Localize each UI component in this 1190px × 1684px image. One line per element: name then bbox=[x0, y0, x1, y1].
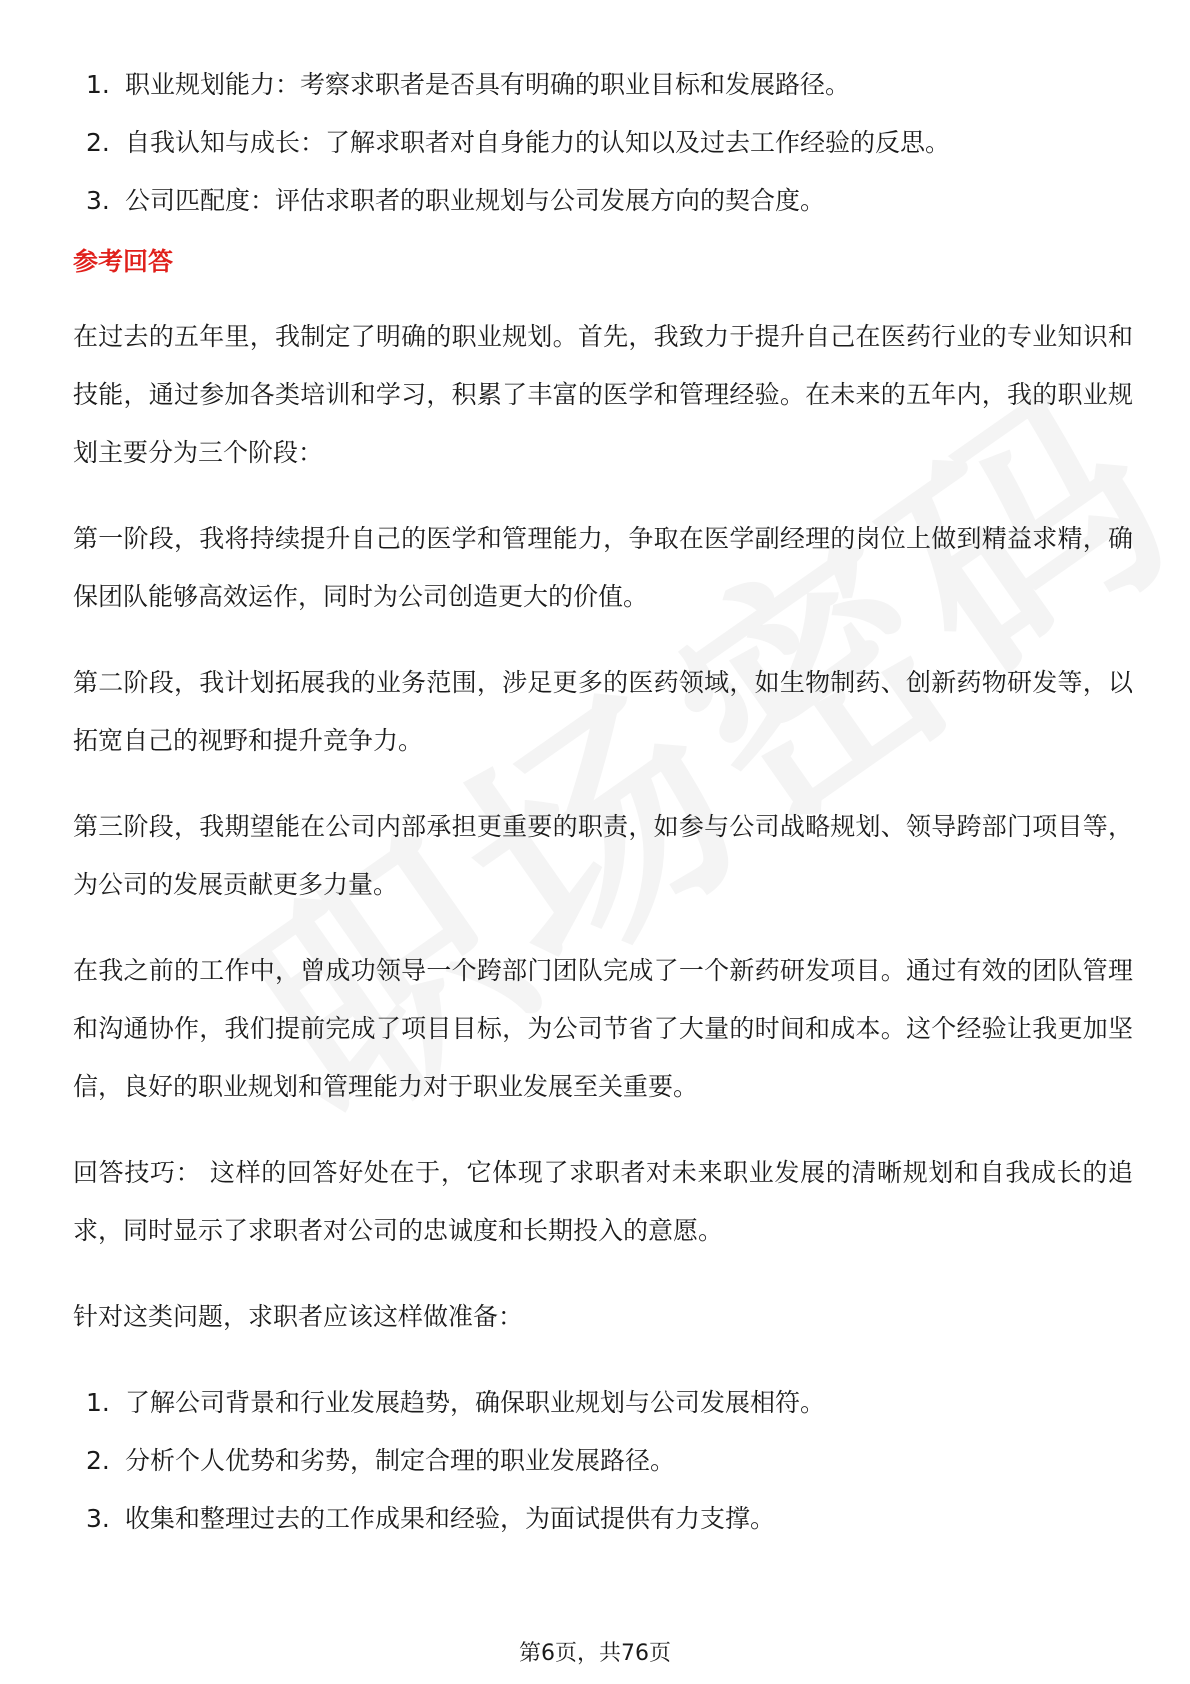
list-item-number: 1. bbox=[86, 1388, 110, 1417]
list-item bbox=[73, 56, 1133, 114]
list-item-text: 分析个人优势和劣势，制定合理的职业发展路径。 bbox=[125, 1446, 676, 1475]
top-list bbox=[73, 56, 1133, 230]
list-item bbox=[73, 1374, 1133, 1432]
page-number: 第6页，共76页 bbox=[519, 1641, 671, 1666]
document-body bbox=[73, 56, 1133, 1548]
preparation-intro: 针对这类问题，求职者应该这样做准备： bbox=[73, 1302, 524, 1331]
list-item bbox=[73, 1432, 1133, 1490]
list-item-text: 公司匹配度：评估求职者的职业规划与公司发展方向的契合度。 bbox=[125, 186, 826, 215]
list-item bbox=[73, 172, 1133, 230]
paragraph: 第二阶段，我计划拓展我的业务范围，涉足更多的医药领域，如生物制药、创新药物研发等，以拓宽自己的视野和提升竞争力。 bbox=[73, 668, 1133, 755]
list-item-number: 3. bbox=[86, 1504, 110, 1533]
paragraph: 在我之前的工作中，曾成功领导一个跨部门团队完成了一个新药研发项目。通过有效的团队管理和沟通协作，我们提前完成了项目目标，为公司节省了大量的时间和成本。这个经验让我更加坚信，良好的职业规划和管理能力对于职业发展至关重要。 bbox=[73, 956, 1133, 1101]
list-item-text: 了解公司背景和行业发展趋势，确保职业规划与公司发展相符。 bbox=[125, 1388, 826, 1417]
section-heading: 参考回答 bbox=[73, 247, 174, 276]
list-item-number: 3. bbox=[86, 186, 110, 215]
list-item-text: 职业规划能力：考察求职者是否具有明确的职业目标和发展路径。 bbox=[125, 70, 851, 99]
list-item-text: 自我认知与成长：了解求职者对自身能力的认知以及过去工作经验的反思。 bbox=[125, 128, 951, 157]
paragraph: 第三阶段，我期望能在公司内部承担更重要的职责，如参与公司战略规划、领导跨部门项目等，为公司的发展贡献更多力量。 bbox=[73, 812, 1133, 899]
list-item-number: 2. bbox=[86, 1446, 110, 1475]
list-item-number: 2. bbox=[86, 128, 110, 157]
answer-tips-paragraph: 回答技巧： 这样的回答好处在于，它体现了求职者对未来职业发展的清晰规划和自我成长的追求，同时显示了求职者对公司的忠诚度和长期投入的意愿。 bbox=[73, 1158, 1133, 1245]
bottom-list bbox=[73, 1374, 1133, 1548]
list-item bbox=[73, 1490, 1133, 1548]
paragraph: 第一阶段，我将持续提升自己的医学和管理能力，争取在医学副经理的岗位上做到精益求精，确保团队能够高效运作，同时为公司创造更大的价值。 bbox=[73, 524, 1133, 611]
list-item-number: 1. bbox=[86, 70, 110, 99]
list-item-text: 收集和整理过去的工作成果和经验，为面试提供有力支撑。 bbox=[125, 1504, 776, 1533]
list-item bbox=[73, 114, 1133, 172]
paragraph: 在过去的五年里，我制定了明确的职业规划。首先，我致力于提升自己在医药行业的专业知识和技能，通过参加各类培训和学习，积累了丰富的医学和管理经验。在未来的五年内，我的职业规划主要分为三个阶段： bbox=[73, 322, 1133, 467]
